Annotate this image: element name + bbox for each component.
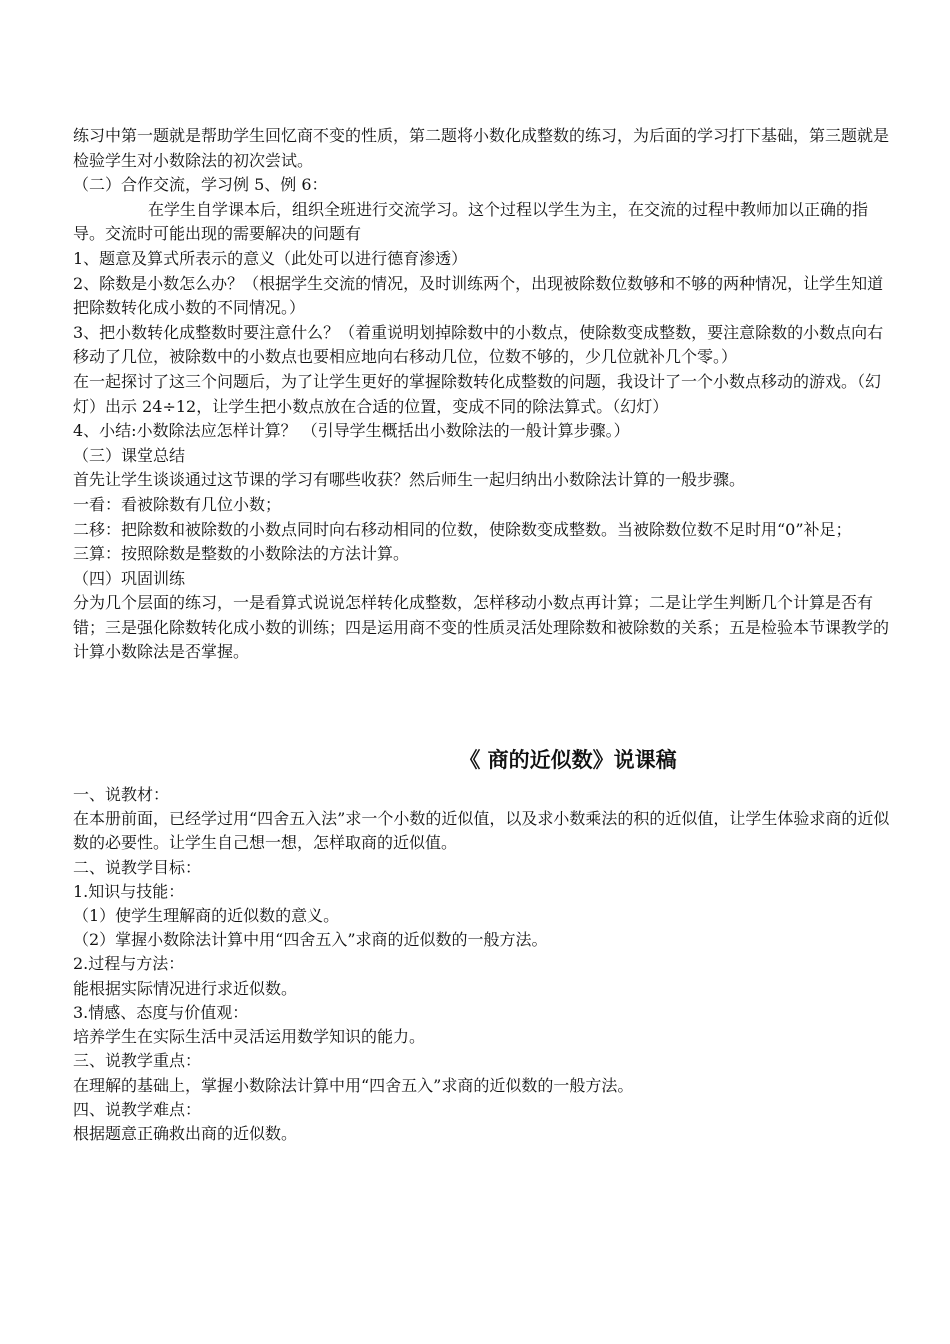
paragraph: 在本册前面，已经学过用“四舍五入法”求一个小数的近似值，以及求小数乘法的积的近似值，让学生体验求商的近似数的必要性。让学生自己想一想，怎样取商的近似值。 bbox=[73, 809, 890, 853]
paragraph: 在理解的基础上，掌握小数除法计算中用“四舍五入”求商的近似数的一般方法。 bbox=[73, 1075, 634, 1095]
list-item: （1）使学生理解商的近似数的意义。 bbox=[73, 906, 340, 926]
list-item: （2）掌握小数除法计算中用“四舍五入”求商的近似数的一般方法。 bbox=[73, 930, 548, 950]
paragraph: 能根据实际情况进行求近似数。 bbox=[73, 978, 298, 998]
section-heading: （三）课堂总结 bbox=[73, 445, 186, 465]
paragraph: 培养学生在实际生活中灵活运用数学知识的能力。 bbox=[73, 1027, 426, 1047]
section-heading: （二）合作交流，学习例 5、例 6： bbox=[73, 175, 328, 195]
list-item: 一看：看被除数有几位小数； bbox=[73, 494, 282, 514]
paragraph: 分为几个层面的练习，一是看算式说说怎样转化成整数，怎样移动小数点再计算；二是让学生判断几个计算是否有错；三是强化除数转化成小数的训练；四是运用商不变的性质灵活处理除数和被除数的关系；五是检验本节课教学的计算小数除法是否掌握。 bbox=[73, 593, 890, 662]
document-page bbox=[73, 124, 893, 1146]
list-item: 2、除数是小数怎么办？（根据学生交流的情况，及时训练两个，出现被除数位数够和不够的两种情况，让学生知道把除数转化成小数的不同情况。） bbox=[73, 273, 884, 318]
section-heading: 二、说教学目标： bbox=[73, 857, 202, 877]
lesson-title: 《 商的近似数》说课稿 bbox=[459, 748, 677, 773]
paragraph: 在学生自学课本后，组织全班进行交流学习。这个过程以学生为主，在交流的过程中教师加以正确的指导。交流时可能出现的需要解决的问题有 bbox=[73, 199, 869, 244]
list-item: 1、题意及算式所表示的意义（此处可以进行德育渗透） bbox=[73, 248, 468, 268]
section-heading: 三、说教学重点： bbox=[73, 1051, 202, 1071]
paragraph: 根据题意正确救出商的近似数。 bbox=[73, 1123, 298, 1143]
section-heading: 四、说教学难点： bbox=[73, 1099, 202, 1119]
list-item: 3、把小数转化成整数时要注意什么？（着重说明划掉除数中的小数点，使除数变成整数，要注意除数的小数点向右移动了几位，被除数中的小数点也要相应地向右移动几位，位数不够的，少几位就补几个零。） bbox=[73, 322, 884, 367]
spacer bbox=[73, 665, 893, 743]
paragraph: 首先让学生谈谈通过这节课的学习有哪些收获？然后师生一起归纳出小数除法计算的一般步骤。 bbox=[73, 470, 746, 490]
section-heading: （四）巩固训练 bbox=[73, 568, 186, 588]
subheading: 3.情感、态度与价值观： bbox=[73, 1002, 249, 1022]
paragraph: 练习中第一题就是帮助学生回忆商不变的性质，第二题将小数化成整数的练习，为后面的学习打下基础，第三题就是检验学生对小数除法的初次尝试。 bbox=[73, 126, 890, 170]
section-heading: 一、说教材： bbox=[73, 785, 170, 805]
subheading: 1.知识与技能： bbox=[73, 881, 185, 901]
list-item: 4、小结:小数除法应怎样计算？ （引导学生概括出小数除法的一般计算步骤。） bbox=[73, 421, 630, 441]
subheading: 2.过程与方法： bbox=[73, 954, 185, 974]
list-item: 三算：按照除数是整数的小数除法的方法计算。 bbox=[73, 544, 410, 564]
list-item: 二移：把除数和被除数的小数点同时向右移动相同的位数，使除数变成整数。当被除数位数不足时用“0”补足； bbox=[73, 519, 852, 539]
paragraph: 在一起探讨了这三个问题后，为了让学生更好的掌握除数转化成整数的问题，我设计了一个小数点移动的游戏。（幻灯）出示 24÷12，让学生把小数点放在合适的位置，变成不同的除法算式。（幻灯） bbox=[73, 371, 882, 416]
